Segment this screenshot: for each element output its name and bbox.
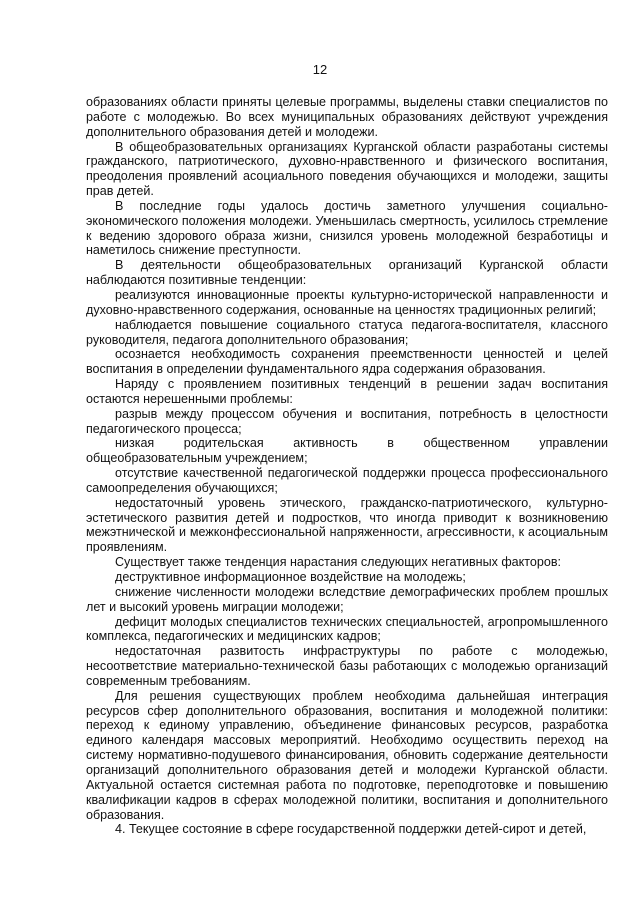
- page-number: 12: [312, 62, 328, 77]
- list-item: недостаточная развитость инфраструктуры по работе с молодежью, несоответствие материально-технической базы работающих с молодежью организаций современным требованиям.: [86, 644, 608, 688]
- paragraph: В деятельности общеобразовательных организаций Курганской области наблюдаются позитивные тенденции:: [86, 258, 608, 288]
- list-item: деструктивное информационное воздействие на молодежь;: [115, 570, 466, 584]
- paragraph: В последние годы удалось достичь заметного улучшения социально-экономического положения молодежи. Уменьшилась смертность, усилилось стремление к ведению здорового образа жизни, снизился уровень молодежной безработицы и наметилось снижение преступности.: [86, 198, 608, 258]
- paragraph: Наряду с проявлением позитивных тенденций в решении задач воспитания остаются нерешенными проблемы:: [86, 377, 608, 406]
- list-item: недостаточный уровень этического, гражданско-патриотического, культурно-эстетического развития детей и подростков, что иногда приводит к возникновению межэтнической и межконфессиональной напряженности, агрессивности, к асоциальным проявлениям.: [86, 495, 608, 555]
- body-text: [86, 95, 608, 837]
- list-item: осознается необходимость сохранения преемственности ценностей и целей воспитания в определении фундаментального ядра содержания образования.: [86, 347, 608, 377]
- list-item: отсутствие качественной педагогической поддержки процесса профессионального самоопределения обучающихся;: [86, 466, 608, 495]
- list-item: снижение численности молодежи вследствие демографических проблем прошлых лет и высокий уровень миграции молодежи;: [86, 584, 608, 614]
- paragraph: Для решения существующих проблем необходима дальнейшая интеграция ресурсов сфер дополнительного образования, воспитания и молодежной политики: переход к единому управлению, объединение финансовых ресурсов, разработка единого календаря массовых мероприятий. Необходимо осуществить переход на систему нормативно-подушевого финансирования, обновить содержание деятельности организаций дополнительного образования детей и молодежи Курганской области. Актуальной остается системная работа по подготовке, переподготовке и повышению квалификации кадров в сферах молодежной политики, воспитания и дополнительного образования.: [86, 688, 608, 822]
- paragraph: В общеобразовательных организациях Курганской области разработаны системы гражданского, патриотического, духовно-нравственного и физического воспитания, преодоления проявлений асоциального поведения обучающихся и молодежи, защиты прав детей.: [86, 139, 608, 199]
- paragraph: образованиях области приняты целевые программы, выделены ставки специалистов по работе с молодежью. Во всех муниципальных образованиях действуют учреждения дополнительного образования детей и молодежи.: [86, 95, 608, 139]
- paragraph: Существует также тенденция нарастания следующих негативных факторов:: [115, 555, 561, 570]
- section-heading: 4. Текущее состояние в сфере государственной поддержки детей-сирот и детей,: [115, 822, 587, 837]
- list-item: разрыв между процессом обучения и воспитания, потребность в целостности педагогического процесса;: [86, 406, 608, 436]
- list-item: наблюдается повышение социального статуса педагога-воспитателя, классного руководителя, педагога дополнительного образования;: [86, 317, 608, 347]
- list-item: дефицит молодых специалистов технических специальностей, агропромышленного комплекса, педагогических и медицинских кадров;: [86, 614, 608, 644]
- list-item: низкая родительская активность в общественном управлении общеобразовательным учреждением;: [86, 436, 608, 466]
- list-item: реализуются инновационные проекты культурно-исторической направленности и духовно-нравственного содержания, основанные на ценностях традиционных религий;: [86, 287, 608, 317]
